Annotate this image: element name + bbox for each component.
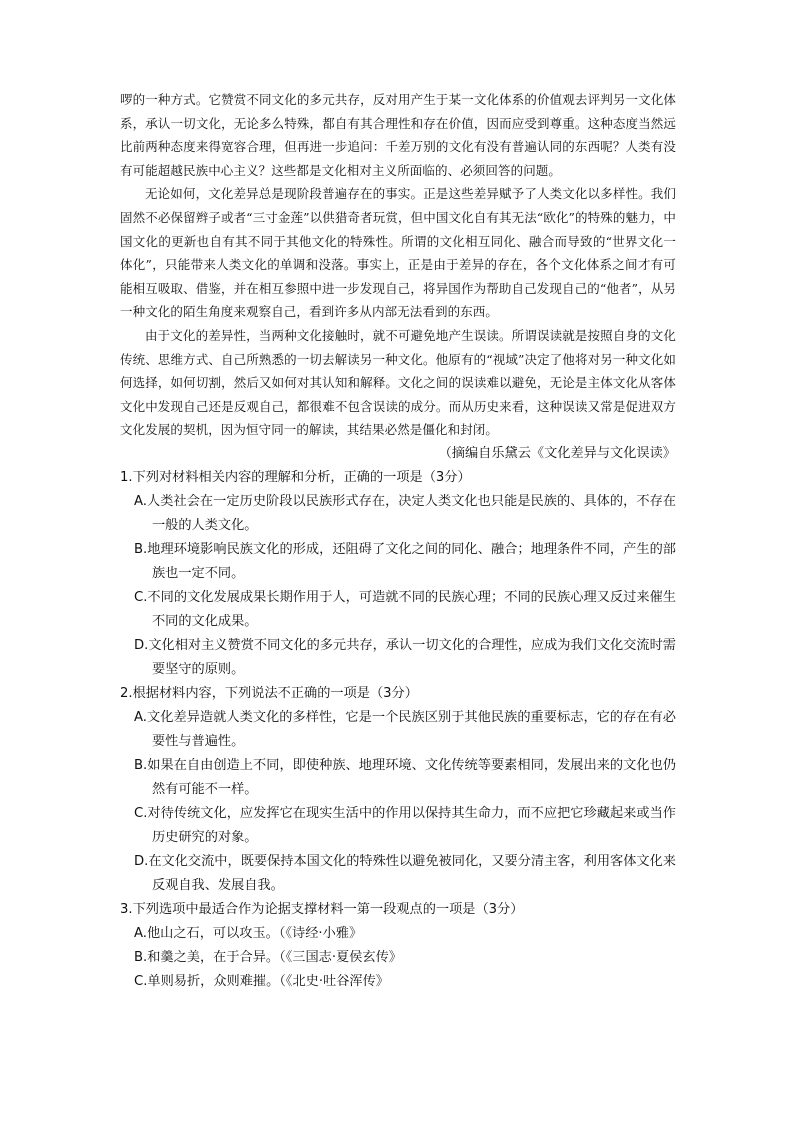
option-b: B.地理环境影响民族文化的形成，还阻碍了文化之间的同化、融合；地理条件不同，产生的部族也一定不同。 <box>134 541 676 581</box>
option-a: A.人类社会在一定历史阶段以民族形式存在，决定人类文化也只能是民族的、具体的，不存在一般的人类文化。 <box>134 493 676 533</box>
question-stem: 1.下列对材料相关内容的理解和分析，正确的一项是（3分） <box>120 469 471 485</box>
option-a: A.文化差异造就人类文化的多样性，它是一个民族区别于其他民族的重要标志，它的存在有必要性与普遍性。 <box>134 709 676 749</box>
option-c: C.不同的文化发展成果长期作用于人，可造就不同的民族心理；不同的民族心理又反过来催生不同的文化成果。 <box>134 589 676 629</box>
question-stem: 3.下列选项中最适合作为论据支撑材料一第一段观点的一项是（3分） <box>120 901 524 917</box>
option-d: D.文化相对主义赞赏不同文化的多元共存，承认一切文化的合理性，应成为我们文化交流时需要坚守的原则。 <box>134 637 676 677</box>
option-d: D.在文化交流中，既要保持本国文化的特殊性以避免被同化，又要分清主客，利用客体文化来反观自我、发展自我。 <box>134 853 676 893</box>
option-c: C.对待传统文化，应发挥它在现实生活中的作用以保持其生命力，而不应把它珍藏起来或当作历史研究的对象。 <box>134 805 676 845</box>
passage-source: （摘编自乐黛云《文化差异与文化误读》 <box>438 445 676 461</box>
passage-paragraph-1: 啰的一种方式。它赞赏不同文化的多元共存，反对用产生于某一文化体系的价值观去评判另一文化体系，承认一切文化，无论多么特殊，都自有其合理性和存在价值，因而应受到尊重。这种态度当然远比前两种态度来得宽容合理，但再进一步追问：千差万别的文化有没有普遍认同的东西呢？人类有没有可能超越民族中心主义？这些都是文化相对主义所面临的、必须回答的问题。 <box>120 92 676 178</box>
question-1 <box>120 466 676 682</box>
option-a: A.他山之石，可以攻玉。（《诗经·小雅》 <box>134 925 363 941</box>
option-c: C.单则易折，众则难摧。（《北史·吐谷浑传》 <box>134 973 389 989</box>
question-stem: 2.根据材料内容，下列说法不正确的一项是（3分） <box>120 685 418 701</box>
passage-paragraph-3: 由于文化的差异性，当两种文化接触时，就不可避免地产生误读。所谓误读就是按照自身的文化传统、思维方式、自己所熟悉的一切去解读另一种文化。他原有的“视域”决定了他将对另一种文化如何选择，如何切割，然后又如何对其认知和解释。文化之间的误读难以避免，无论是主体文化从客体文化中发现自己还是反观自己，都很难不包含误读的成分。而从历史来看，这种误读又常是促进双方文化发展的契机，因为恒守同一的解读，其结果必然是僵化和封闭。 <box>120 327 676 438</box>
passage-paragraph-2: 无论如何，文化差异总是现阶段普遍存在的事实。正是这些差异赋予了人类文化以多样性。我们固然不必保留辫子或者“三寸金莲”以供猎奇者玩赏，但中国文化自有其无法“欧化”的特殊的魅力，中国文化的更新也自有其不同于其他文化的特殊性。所谓的文化相互同化、融合而导致的“世界文化一体化”，只能带来人类文化的单调和没落。事实上，正是由于差异的存在，各个文化体系之间才有可能相互吸取、借鉴，并在相互参照中进一步发现自己，将异国作为帮助自己发现自己的“他者”，从另一种文化的陌生角度来观察自己，看到许多从内部无法看到的东西。 <box>120 186 676 320</box>
document-page <box>120 88 676 994</box>
option-b: B.如果在自由创造上不同，即使种族、地理环境、文化传统等要素相同，发展出来的文化也仍然有可能不一样。 <box>134 757 676 797</box>
option-b: B.和羹之美，在于合异。（《三国志·夏侯玄传》 <box>134 949 402 965</box>
question-3 <box>120 898 676 994</box>
question-2 <box>120 682 676 898</box>
